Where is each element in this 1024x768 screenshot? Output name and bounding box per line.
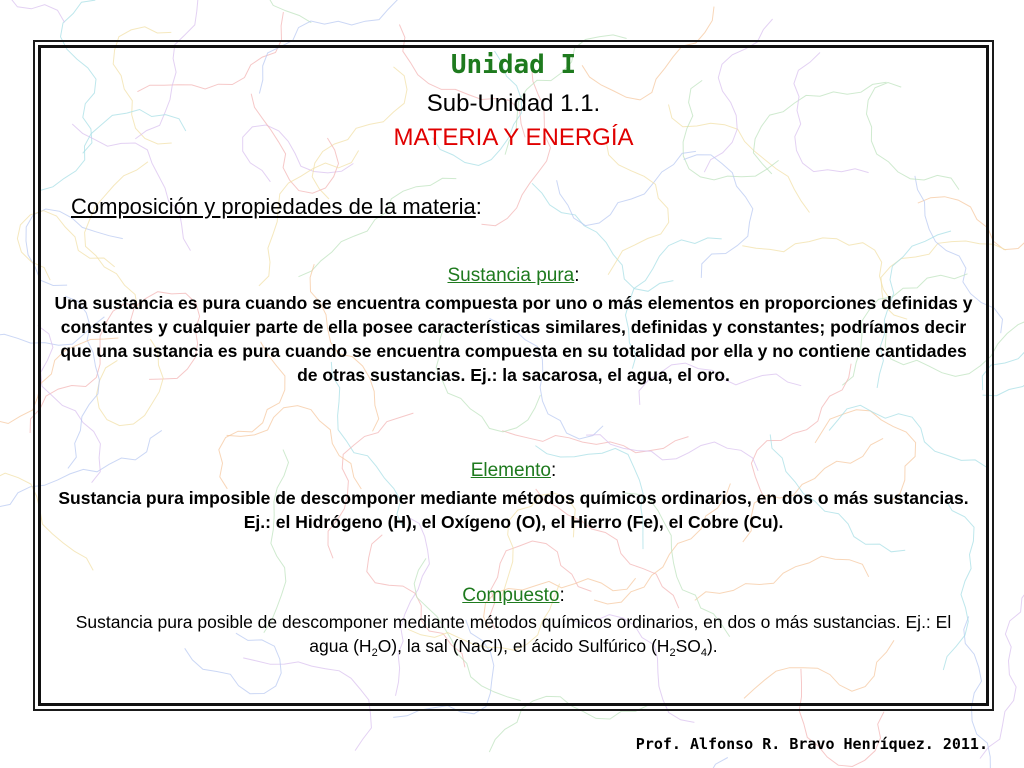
term-element-colon: : <box>551 460 557 481</box>
term-pure-substance <box>44 265 983 287</box>
term-pure-substance-label: Sustancia pura <box>447 265 575 286</box>
compound-definition-lead: Sustancia pura posible de descomponer mediante métodos químicos ordinarios, en dos o más sustancias. Ej.: El agua (H <box>75 612 952 656</box>
term-compound <box>44 585 983 607</box>
compound-definition-water-tail: O), la sal (NaCl), el ácido Sulfúrico (H <box>377 636 670 656</box>
author-footer: Prof. Alfonso R. Bravo Henríquez. 2011. <box>635 735 988 753</box>
compound-definition-end: ). <box>706 636 718 656</box>
section-heading-text: Composición y propiedades de la materia <box>71 194 476 219</box>
term-element <box>44 460 983 482</box>
subunit-title: Sub-Unidad 1.1. <box>426 90 601 117</box>
term-pure-substance-colon: : <box>574 265 580 286</box>
background-chain-line <box>0 0 65 22</box>
topic-title: MATERIA Y ENERGÍA <box>393 124 634 151</box>
water-subscript: 2 <box>371 647 378 659</box>
section-heading-colon: : <box>475 194 482 219</box>
slide-content <box>44 48 983 700</box>
background-chain-line <box>670 758 728 768</box>
background-chain-line <box>223 0 312 23</box>
term-compound-colon: : <box>559 585 565 606</box>
acid-subscript-h: 2 <box>669 647 676 659</box>
definition-element: Sustancia pura imposible de descomponer mediante métodos químicos ordinarios, en dos o más sustancias. Ej.: el Hidrógeno (H), el Oxígeno (O), el Hierro (Fe), el Cobre (Cu). <box>58 488 969 532</box>
acid-subscript-o: 4 <box>700 647 707 659</box>
term-compound-label: Compuesto <box>462 585 560 606</box>
unit-title: Unidad I <box>450 50 577 80</box>
definition-compound <box>54 610 973 658</box>
term-element-label: Elemento <box>470 460 551 481</box>
section-heading <box>71 194 482 220</box>
compound-acid-mid: SO <box>675 636 701 656</box>
definition-pure-substance: Una sustancia es pura cuando se encuentra compuesta por uno o más elementos en proporciones definidas y constantes y cualquier parte de ella posee características similares, definidas y constantes; podríamos decir que una sustancia es pura cuando se encuentra compuesta en su totalidad por ella y no contiene cantidades de otras sustancias. Ej.: la sacarosa, el agua, el oro. <box>54 293 973 385</box>
